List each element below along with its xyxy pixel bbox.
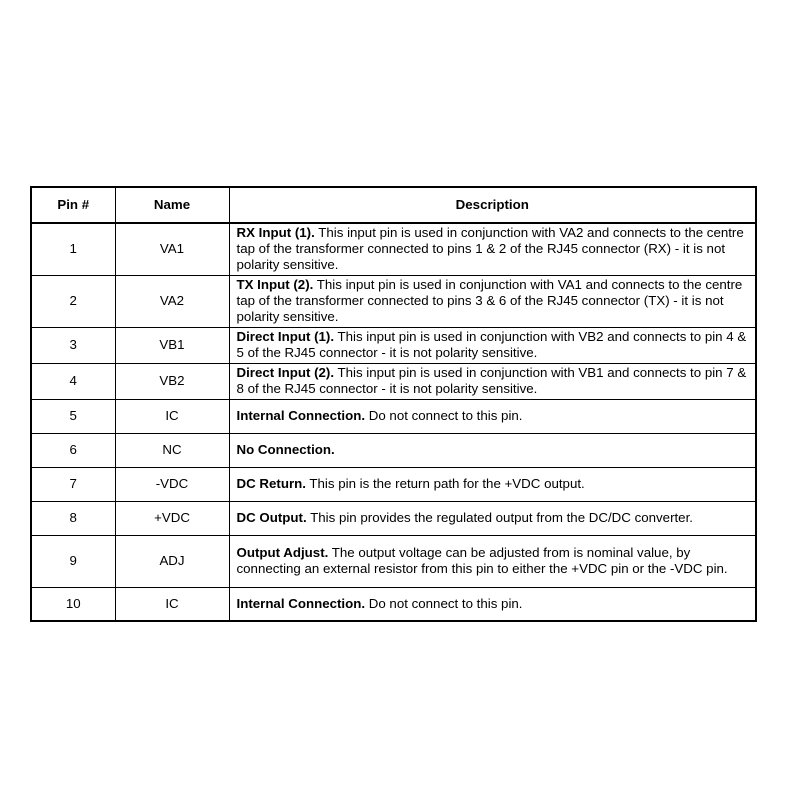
pin-name: VB2 — [115, 363, 229, 399]
pin-description — [229, 467, 756, 501]
description-lead: Internal Connection. — [236, 595, 366, 611]
description-text: This input pin is used in conjunction with VA1 and connects to the centre tap of the transformer connected to pins 3 & 6 of the RJ45 connector (TX) - it is not polarity sensitive. — [236, 276, 743, 325]
header-pin: Pin # — [31, 187, 115, 223]
description-lead: Internal Connection. — [236, 407, 366, 423]
pin-description — [229, 433, 756, 467]
table-row — [31, 587, 756, 621]
pin-description — [229, 275, 756, 327]
pin-number: 9 — [31, 535, 115, 587]
pin-name: VA1 — [115, 223, 229, 275]
pin-number: 2 — [31, 275, 115, 327]
description-lead: Direct Input (1). — [236, 328, 335, 344]
description-text: This input pin is used in conjunction with VB2 and connects to pin 4 & 5 of the RJ45 connector - it is not polarity sensitive. — [236, 328, 747, 360]
table-row — [31, 275, 756, 327]
pin-name: ADJ — [115, 535, 229, 587]
pin-name: -VDC — [115, 467, 229, 501]
pin-description — [229, 399, 756, 433]
description-text: This input pin is used in conjunction with VB1 and connects to pin 7 & 8 of the RJ45 connector - it is not polarity sensitive. — [236, 364, 747, 396]
table-row — [31, 223, 756, 275]
pin-name: IC — [115, 399, 229, 433]
pin-description — [229, 535, 756, 587]
table-row — [31, 363, 756, 399]
description-text: Do not connect to this pin. — [365, 595, 523, 611]
pin-description-table — [30, 186, 757, 622]
pin-number: 6 — [31, 433, 115, 467]
description-text: This pin provides the regulated output from the DC/DC converter. — [306, 509, 693, 525]
table-row — [31, 327, 756, 363]
table-row — [31, 535, 756, 587]
table-row — [31, 433, 756, 467]
pin-number: 7 — [31, 467, 115, 501]
description-lead: Direct Input (2). — [236, 364, 335, 380]
table-row — [31, 467, 756, 501]
pin-number: 4 — [31, 363, 115, 399]
description-text: Do not connect to this pin. — [365, 407, 523, 423]
pin-description — [229, 363, 756, 399]
description-lead: DC Output. — [236, 509, 307, 525]
pin-name: VB1 — [115, 327, 229, 363]
description-lead: Output Adjust. — [236, 544, 329, 560]
pin-name: IC — [115, 587, 229, 621]
header-name: Name — [115, 187, 229, 223]
table-row — [31, 399, 756, 433]
pin-number: 10 — [31, 587, 115, 621]
description-lead: No Connection. — [236, 441, 335, 457]
pin-number: 1 — [31, 223, 115, 275]
pin-number: 8 — [31, 501, 115, 535]
pin-description — [229, 223, 756, 275]
table-row — [31, 501, 756, 535]
description-lead: RX Input (1). — [236, 224, 315, 240]
table-header-row — [31, 187, 756, 223]
description-lead: TX Input (2). — [236, 276, 314, 292]
pin-description — [229, 587, 756, 621]
description-text: The output voltage can be adjusted from is nominal value, by connecting an external resistor from this pin to either the +VDC pin or the -VDC pin. — [236, 544, 728, 576]
pin-number: 3 — [31, 327, 115, 363]
pin-name: NC — [115, 433, 229, 467]
pin-name: VA2 — [115, 275, 229, 327]
header-description: Description — [229, 187, 756, 223]
description-lead: DC Return. — [236, 475, 306, 491]
pin-description — [229, 327, 756, 363]
pin-description — [229, 501, 756, 535]
pin-number: 5 — [31, 399, 115, 433]
pin-name: +VDC — [115, 501, 229, 535]
description-text: This pin is the return path for the +VDC output. — [305, 475, 585, 491]
description-text: This input pin is used in conjunction with VA2 and connects to the centre tap of the transformer connected to pins 1 & 2 of the RJ45 connector (RX) - it is not polarity sensitive. — [236, 224, 744, 273]
